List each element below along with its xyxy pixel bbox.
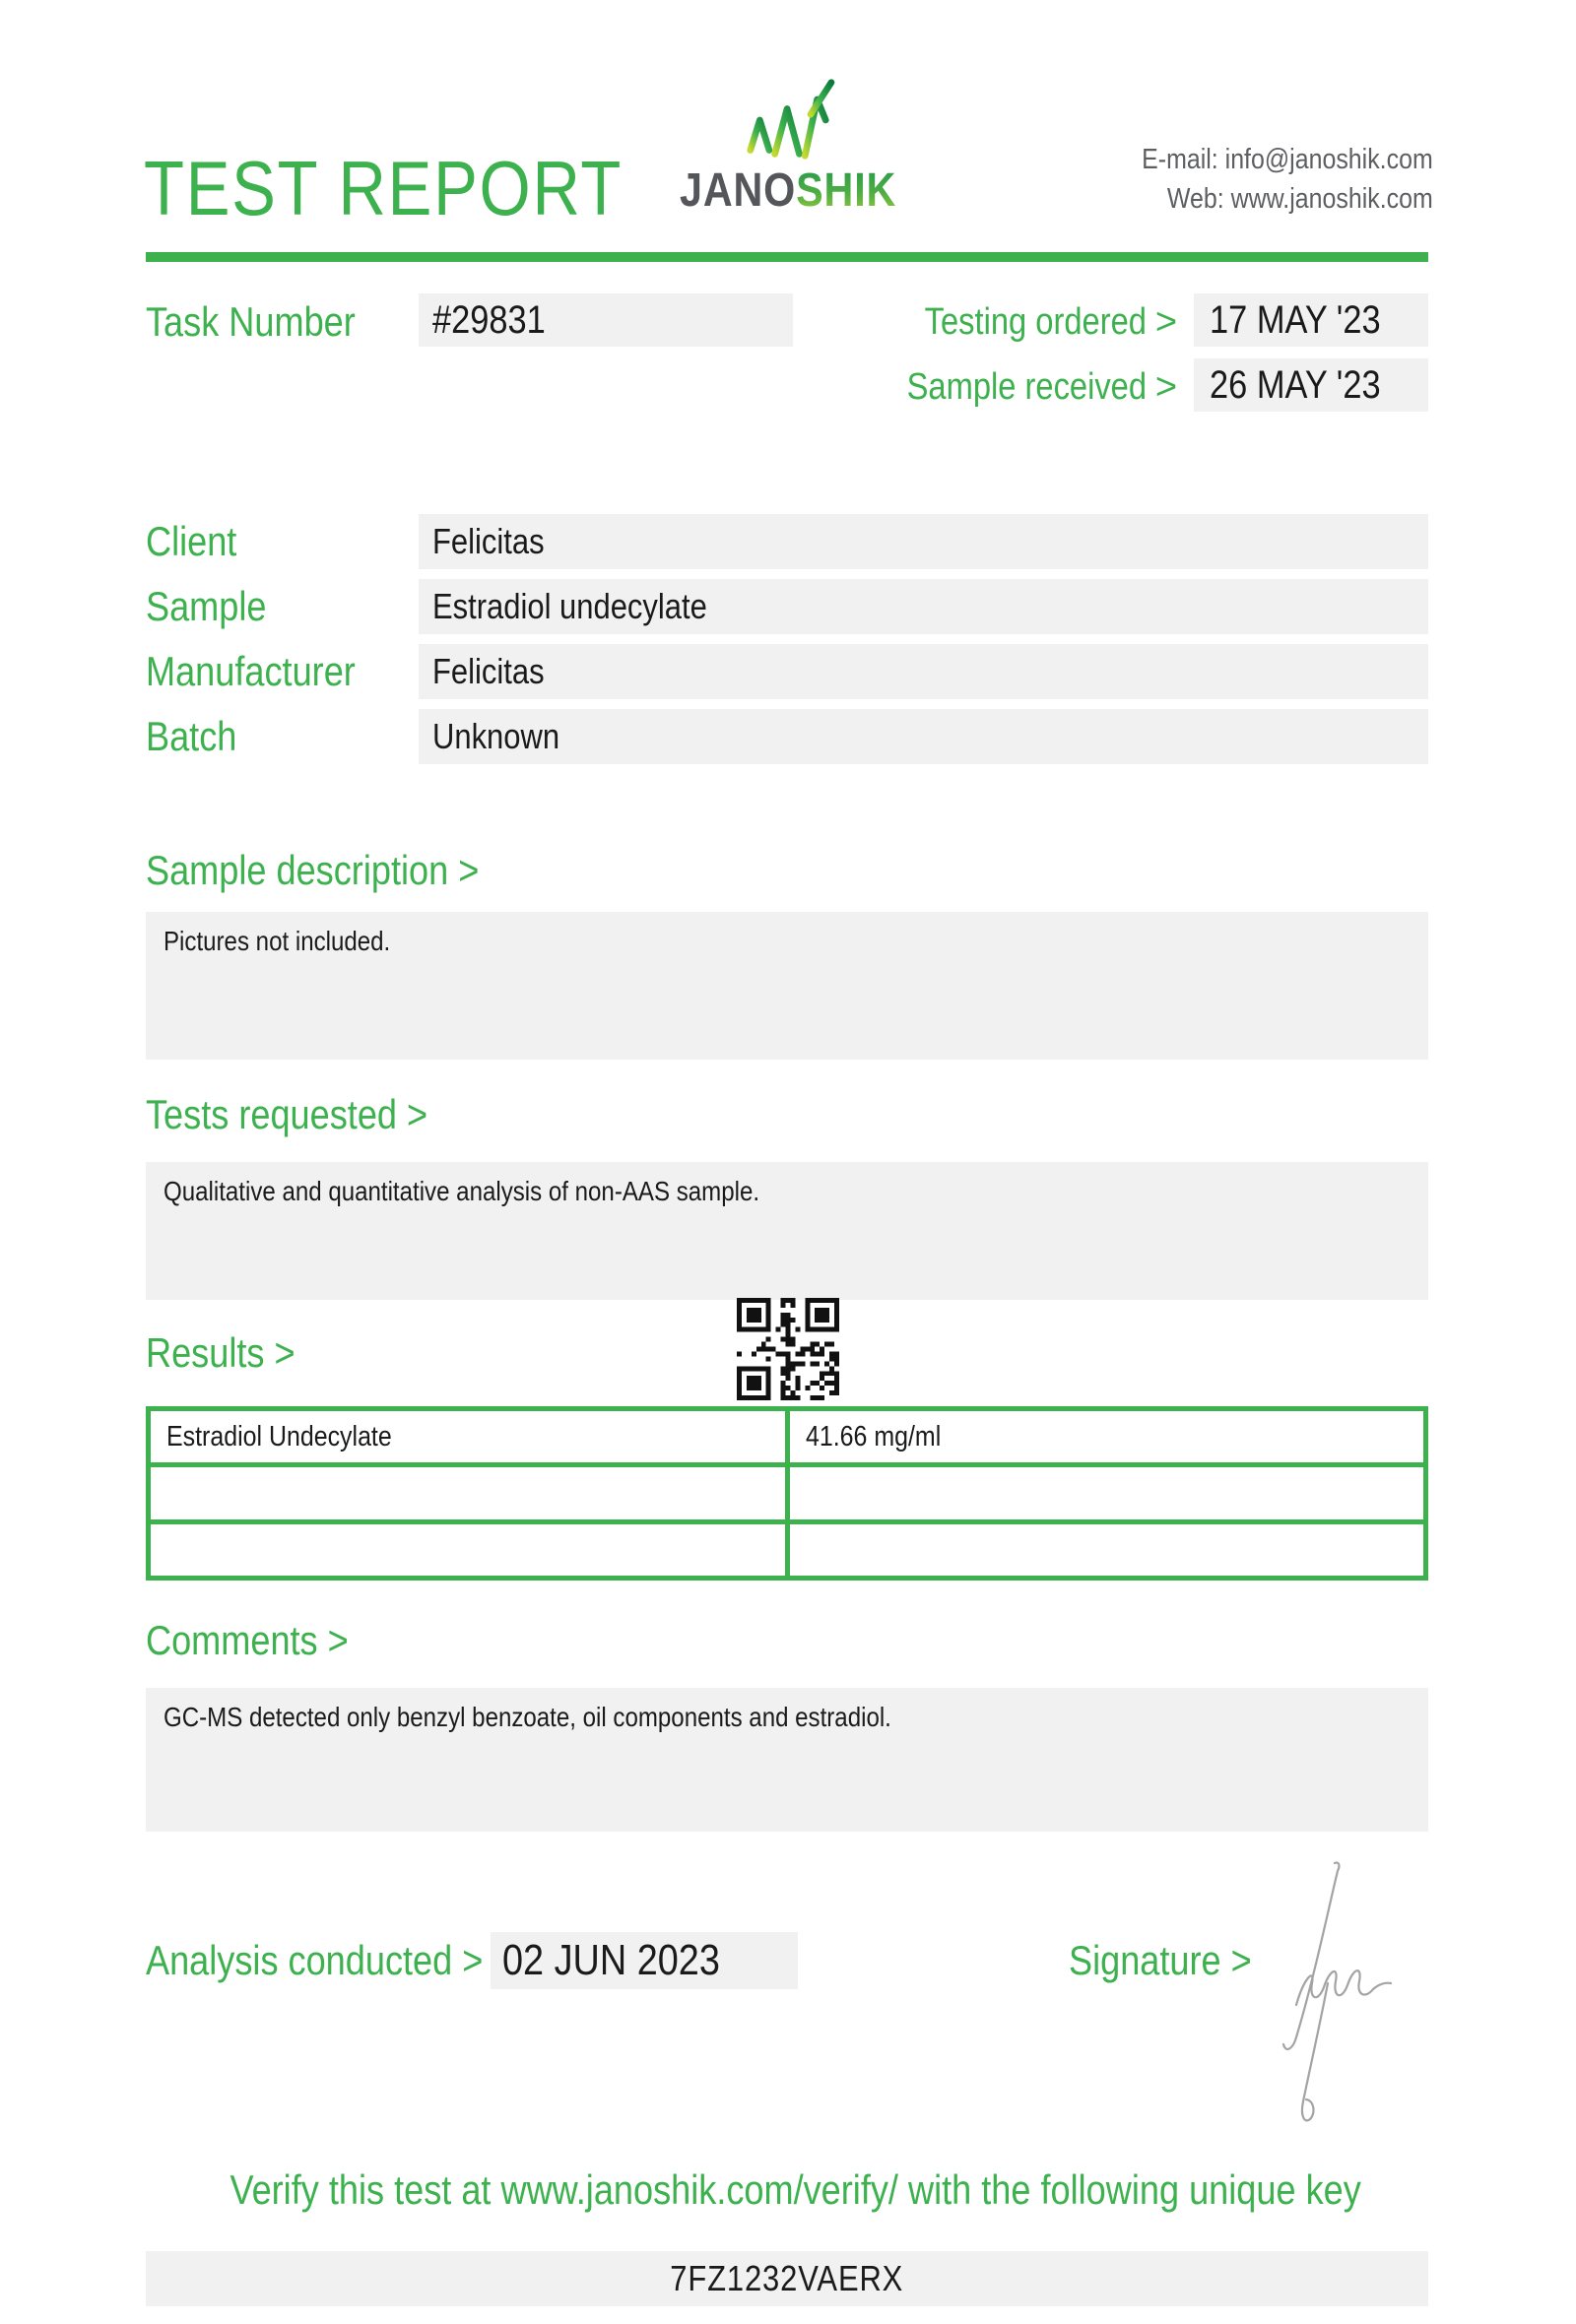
signature-label: [1069, 1932, 1281, 1989]
client-label: [146, 514, 251, 569]
results-cell-empty: [151, 1524, 785, 1576]
testing-ordered-arrow: >: [1154, 300, 1178, 343]
sample-received-arrow: >: [1154, 365, 1178, 408]
sample-value: Estradiol undecylate: [432, 586, 707, 626]
signature-label-text: Signature >: [1069, 1937, 1252, 1983]
testing-ordered-value-box: [1194, 293, 1428, 347]
tests-requested-body: Qualitative and quantitative analysis of non-AAS sample.: [164, 1176, 760, 1206]
sample-received-label-text: Sample received: [906, 365, 1147, 408]
sample-description-heading: [146, 847, 533, 894]
results-cell-analyte: [151, 1411, 785, 1462]
analysis-date-box: [491, 1932, 798, 1989]
testing-ordered-row: [847, 295, 1186, 349]
page-title-text: TEST REPORT: [144, 145, 624, 231]
logo-wordmark-text: [680, 163, 896, 218]
task-number-value-box: [419, 293, 793, 347]
tests-requested-box: [146, 1162, 1428, 1300]
tests-requested-heading-text: Tests requested >: [146, 1091, 428, 1137]
results-cell-empty: [151, 1467, 785, 1518]
sample-label: [146, 579, 286, 634]
batch-value-box: [419, 709, 1428, 764]
logo-wordmark: [680, 163, 932, 218]
results-cell-result: [790, 1411, 1424, 1462]
manufacturer-label-text: Manufacturer: [146, 648, 356, 694]
logo-word-shik: SHIK: [796, 164, 897, 217]
results-analyte-text: Estradiol Undecylate: [166, 1420, 392, 1452]
manufacturer-value-box: [419, 644, 1428, 699]
comments-heading-text: Comments >: [146, 1617, 349, 1663]
sample-description-box: [146, 912, 1428, 1060]
header-divider: [146, 252, 1428, 262]
results-cell-empty: [790, 1467, 1424, 1518]
results-result-text: 41.66 mg/ml: [805, 1420, 941, 1452]
logo-word-jano: JANO: [680, 164, 797, 217]
client-value-box: [419, 514, 1428, 569]
client-label-text: Client: [146, 518, 237, 564]
comments-heading: [146, 1617, 381, 1664]
sample-description-body: Pictures not included.: [164, 926, 391, 956]
client-value: Felicitas: [432, 521, 545, 561]
verify-instruction-text: Verify this test at www.janoshik.com/verify/ with the following unique key: [230, 2166, 1361, 2213]
signature-image: [1274, 1857, 1400, 2125]
unique-key-value: 7FZ1232VAERX: [670, 2258, 904, 2298]
batch-value: Unknown: [432, 716, 560, 756]
analysis-date-value: 02 JUN 2023: [502, 1936, 720, 1984]
sample-received-label: [847, 366, 1147, 409]
comments-box: [146, 1688, 1428, 1832]
sample-received-row: [847, 360, 1186, 414]
unique-key-box: [146, 2251, 1428, 2306]
tests-requested-heading: [146, 1091, 474, 1138]
page-title: [144, 144, 700, 233]
comments-body: GC-MS detected only benzyl benzoate, oil components and estradiol.: [164, 1702, 891, 1732]
task-number-value: #29831: [432, 297, 546, 342]
contact-web-text: Web: www.janoshik.com: [1167, 183, 1433, 215]
qr-code: [737, 1298, 839, 1400]
logo-chart-icon: [741, 77, 835, 161]
verify-instruction: [138, 2166, 1436, 2214]
batch-label-text: Batch: [146, 713, 237, 759]
results-heading: [146, 1329, 319, 1377]
results-heading-text: Results >: [146, 1329, 296, 1376]
analysis-conducted-label: [146, 1932, 538, 1989]
contact-email-text: E-mail: info@janoshik.com: [1142, 144, 1433, 175]
analysis-conducted-label-text: Analysis conducted >: [146, 1937, 484, 1983]
contact-email: [1094, 140, 1433, 179]
contact-block: [1094, 140, 1433, 219]
task-number-label-text: Task Number: [146, 298, 356, 345]
sample-received-value-box: [1194, 358, 1428, 412]
testing-ordered-label-text: Testing ordered: [924, 300, 1147, 343]
testing-ordered-label: [847, 301, 1147, 344]
contact-web: [1094, 179, 1433, 219]
task-number-label: [146, 295, 389, 349]
manufacturer-value: Felicitas: [432, 651, 545, 691]
results-cell-empty: [790, 1524, 1424, 1576]
testing-ordered-value: 17 MAY '23: [1210, 297, 1381, 342]
sample-value-box: [419, 579, 1428, 634]
manufacturer-label: [146, 644, 389, 699]
batch-label: [146, 709, 251, 764]
sample-label-text: Sample: [146, 583, 267, 629]
sample-description-heading-text: Sample description >: [146, 847, 480, 893]
results-table: [146, 1406, 1428, 1581]
sample-received-value: 26 MAY '23: [1210, 362, 1381, 407]
